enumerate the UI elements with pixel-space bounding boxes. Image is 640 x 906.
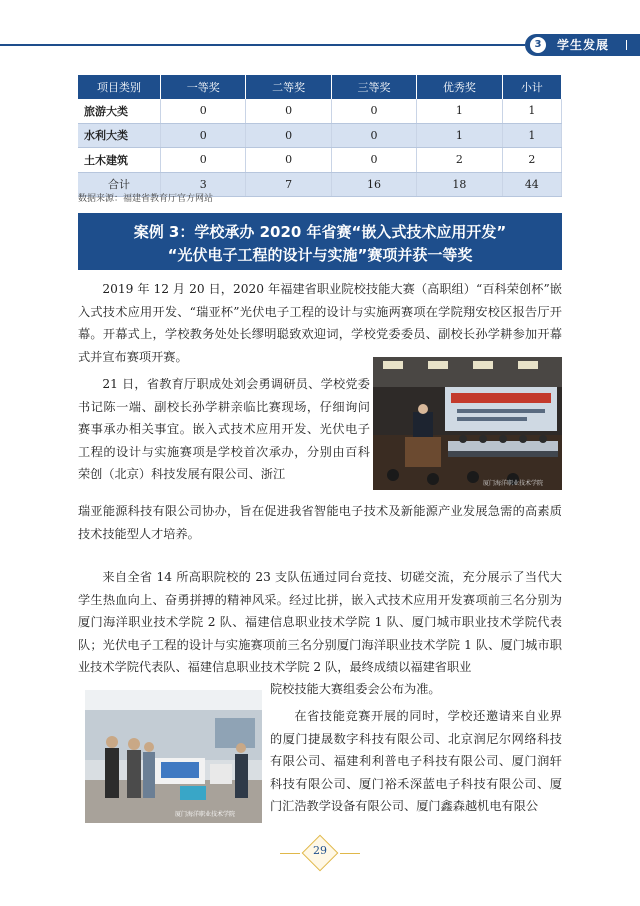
table-header-row <box>78 75 562 99</box>
cell: 44 <box>502 172 561 197</box>
cell: 0 <box>161 148 246 173</box>
col-header: 小计 <box>502 75 561 99</box>
case-title-line2: “光伏电子工程的设计与实施”赛项并获一等奖 <box>167 246 473 264</box>
cell: 1 <box>417 123 502 148</box>
photo-watermark: 厦门海洋职业技术学院 <box>174 811 236 818</box>
col-header: 优秀奖 <box>417 75 502 99</box>
paragraph-visit-cont: 瑞亚能源科技有限公司协办，旨在促进我省智能电子技术及新能源产业发展急需的高素质技术技能型人才培养。 <box>78 504 562 541</box>
page-number-rule-left <box>280 853 300 854</box>
row-category: 合计 <box>78 172 161 197</box>
col-header: 二等奖 <box>246 75 331 99</box>
table-row <box>78 123 562 148</box>
industry-visit-photo <box>85 690 262 823</box>
paragraph-results: 来自全省 14 所高职院校的 23 支队伍通过同台竞技、切磋交流，充分展示了当代大学生热血向上、奋勇拼搏的精神风采。经过比拼，嵌入式技术应用开发赛项前三名分别为厦门海洋职业技术学院 2 队、福建信息职业技术学院 1 队、厦门城市职业技术学院代表队；光伏电子工程的设计与实施赛项前三名分别厦门海洋职业技术学院 1 队、厦门城市职业技术学院代表队、福建信息职业技术学院 2 队，最终成绩以福建省职业 <box>78 570 562 675</box>
cell: 0 <box>331 99 416 123</box>
cell: 1 <box>502 99 561 123</box>
cell: 2 <box>502 148 561 173</box>
paragraph-industry: 在省技能竞赛开展的同时，学校还邀请来自业界的厦门捷晟数字科技有限公司、北京润尼尔网络科技有限公司、福建利利普电子科技有限公司、厦门润轩科技有限公司、厦门裕禾深蓝电子科技有限公司、厦门汇浩教学设备有限公司、厦门鑫森越机电有限公 <box>270 709 562 814</box>
cell: 7 <box>246 172 331 197</box>
section-title: 学生发展 <box>557 38 610 52</box>
page-number: 29 <box>313 844 327 857</box>
col-header: 一等奖 <box>161 75 246 99</box>
cell: 0 <box>246 148 331 173</box>
opening-ceremony-illustration <box>373 357 562 490</box>
chapter-number: 3 <box>530 37 546 53</box>
header-rule <box>0 44 525 46</box>
cell: 2 <box>417 148 502 173</box>
cell: 1 <box>417 99 502 123</box>
cell: 0 <box>331 123 416 148</box>
paragraph-results-cont: 院校技能大赛组委会公布为准。 <box>270 682 441 696</box>
table-source-note: 数据来源：福建省教育厅官方网站 <box>78 194 214 204</box>
page-number-rule-right <box>340 853 360 854</box>
row-category: 旅游大类 <box>78 99 161 123</box>
cell: 18 <box>417 172 502 197</box>
case-title-line1: 案例 3：学校承办 2020 年省赛“嵌入式技术应用开发” <box>133 223 507 241</box>
cell: 0 <box>246 123 331 148</box>
industry-visit-illustration <box>85 690 262 823</box>
row-category: 土木建筑 <box>78 148 161 173</box>
row-category: 水利大类 <box>78 123 161 148</box>
cell: 16 <box>331 172 416 197</box>
awards-table <box>78 75 562 197</box>
cell: 0 <box>331 148 416 173</box>
cell: 1 <box>502 123 561 148</box>
cell: 0 <box>161 99 246 123</box>
cell: 0 <box>246 99 331 123</box>
paragraph-visit: 21 日，省教育厅职成处刘会勇调研员、学校党委书记陈一端、副校长孙学耕亲临比赛现场，仔细询问赛事承办相关事宜。嵌入式技术应用开发、光伏电子工程的设计与实施赛项是学校首次承办，分别由百科荣创（北京）科技发展有限公司、浙江 <box>78 377 370 482</box>
col-header: 三等奖 <box>331 75 416 99</box>
paragraph-opening: 2019 年 12 月 20 日，2020 年福建省职业院校技能大赛（高职组）“百科荣创杯”嵌入式技术应用开发、“瑞亚杯”光伏电子工程的设计与实施两赛项在学院翔安校区报告厅开幕。开幕式上，学校教务处处长缪明聪致欢迎词，学校党委委员、副校长孙学耕参加开幕式并宣布赛项开赛。 <box>78 282 562 364</box>
table-row <box>78 99 562 123</box>
chapter-tab <box>525 34 640 56</box>
table-row <box>78 148 562 173</box>
page-header <box>0 0 640 62</box>
opening-ceremony-photo <box>373 357 562 490</box>
photo-watermark: 厦门海洋职业技术学院 <box>482 480 544 487</box>
header-divider <box>626 40 627 50</box>
cell: 3 <box>161 172 246 197</box>
case-title-box <box>78 213 562 270</box>
col-header: 项目类别 <box>78 75 161 99</box>
cell: 0 <box>161 123 246 148</box>
page-number-badge <box>300 840 340 866</box>
